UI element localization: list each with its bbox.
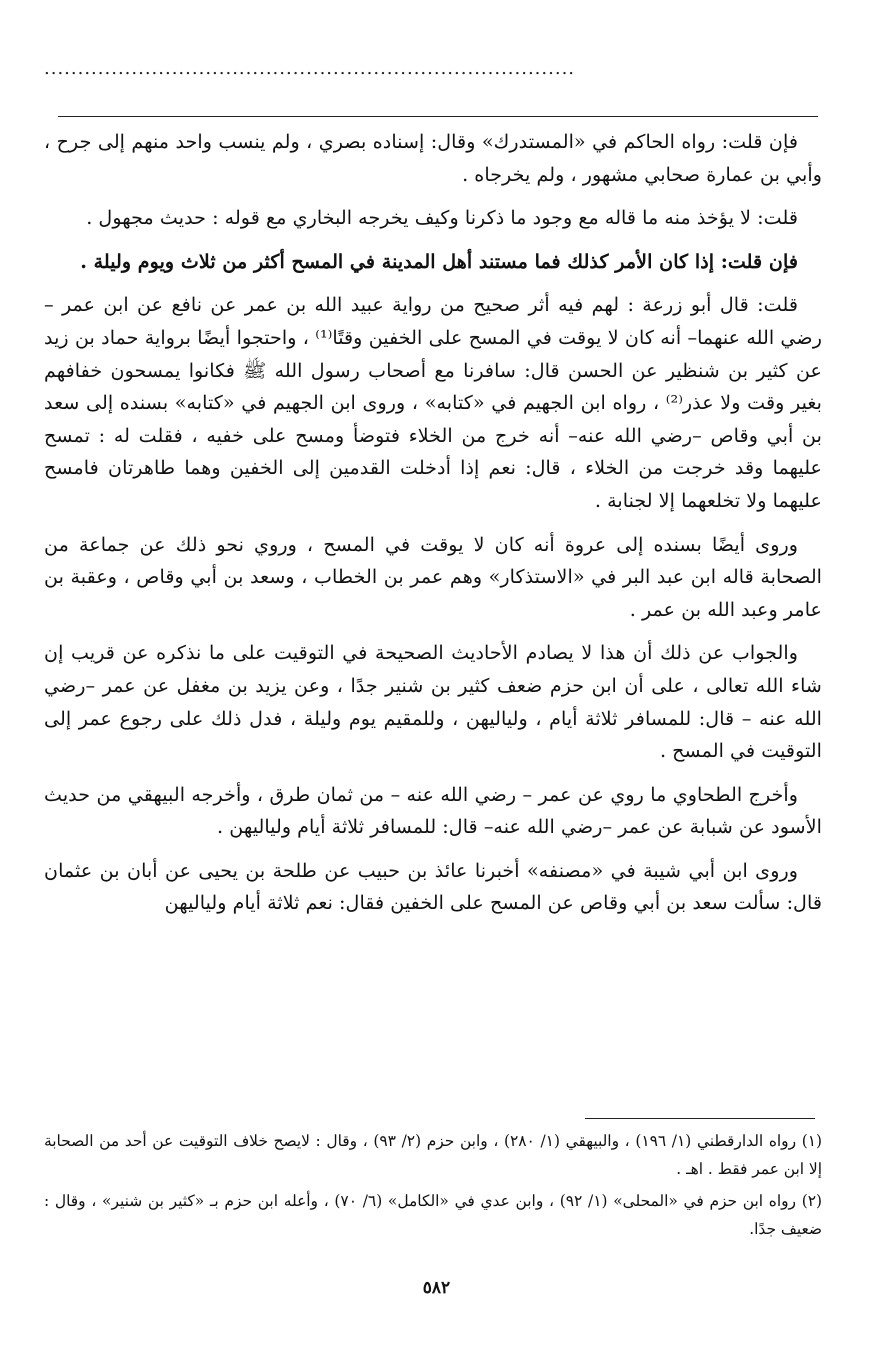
paragraph: فإن قلت: رواه الحاكم في «المستدرك» وقال: إسناده بصري ، ولم ينسب واحد منهم إلى جرح ، وأبي بن عمارة صحابي مشهور ، ولم يخرجاه .	[44, 130, 822, 186]
header-dotted-line: ...............................................................................	[44, 58, 576, 78]
main-text	[44, 126, 822, 931]
paragraph: قلت: لا يؤخذ منه ما قاله مع وجود ما ذكرنا وكيف يخرجه البخاري مع قوله : حديث مجهول .	[86, 206, 798, 230]
footnote: (٢) رواه ابن حزم في «المحلى» (١/ ٩٢) ، وابن عدي في «الكامل» (٦/ ٧٠) ، وأعله ابن حزم بـ «كثير بن شنير» ، وقال : ضعيف جدًا.	[44, 1192, 823, 1238]
footnote: (١) رواه الدارقطني (١/ ١٩٦) ، والبيهقي (١/ ٢٨٠) ، وابن حزم (٢/ ٩٣) ، وقال : لايصح خلاف التوقيت عن أحد من الصحابة إلا ابن عمر فقط . اهـ .	[44, 1132, 823, 1178]
paragraph: قلت: قال أبو زرعة : لهم فيه أثر صحيح من رواية عبيد الله بن عمر عن نافع عن ابن عمر – رضي الله عنهما– أنه كان لا يوقت في المسح على الخفين وقتًا⁽¹⁾ ، واحتجوا أيضًا برواية حماد بن زيد عن كثير بن شنظير عن الحسن قال: سافرنا مع أصحاب رسول الله ﷺ فكانوا يمسحون خفافهم بغير وقت ولا عذر⁽²⁾ ، رواه ابن الجهيم في «كتابه» ، وروى ابن الجهيم في «كتابه» بسنده إلى سعد بن أبي وقاص –رضي الله عنه– أنه خرج من الخلاء فتوضأ ومسح على خفيه ، فقلت له : تمسح عليهما وقد خرجت من الخلاء ، قال: نعم إذا أدخلت القدمين إلى الخفين وهما طاهرتان فامسح عليهما ولا تخلعهما إلا لجنابة .	[44, 293, 822, 512]
paragraph: فإن قلت: إذا كان الأمر كذلك فما مستند أهل المدينة في المسح أكثر من ثلاث ويوم وليلة .	[80, 249, 798, 273]
paragraph: والجواب عن ذلك أن هذا لا يصادم الأحاديث الصحيحة في التوقيت على ما نذكره عن قريب إن شاء الله تعالى ، على أن ابن حزم ضعف كثير بن شنير جدًا ، وعن يزيد بن مغفل عن عمر –رضي الله عنه – قال: للمسافر ثلاثة أيام ، ولياليهن ، وللمقيم يوم وليلة ، فدل ذلك على رجوع عمر إلى التوقيت في المسح .	[44, 641, 822, 763]
footnote-separator	[585, 1118, 815, 1119]
footnotes	[44, 1128, 822, 1248]
paragraph: وروى أيضًا بسنده إلى عروة أنه كان لا يوقت في المسح ، وروي نحو ذلك عن جماعة من الصحابة قاله ابن عبد البر في «الاستذكار» وهم عمر بن الخطاب ، وسعد بن أبي وقاص ، وعقبة بن عامر وعبد الله بن عمر .	[44, 532, 822, 621]
paragraph: وروى ابن أبي شيبة في «مصنفه» أخبرنا عائذ بن حبيب عن طلحة بن يحيى عن أبان بن عثمان قال: سألت سعد بن أبي وقاص عن المسح على الخفين فقال: نعم ثلاثة أيام ولياليهن	[44, 858, 822, 915]
page-number: ٥٨٢	[422, 1278, 451, 1298]
paragraph: وأخرج الطحاوي ما روي عن عمر – رضي الله عنه – من ثمان طرق ، وأخرجه البيهقي من حديث الأسود عن شبابة عن عمر –رضي الله عنه– قال: للمسافر ثلاثة أيام ولياليهن .	[44, 782, 822, 839]
header-rule	[58, 116, 818, 117]
